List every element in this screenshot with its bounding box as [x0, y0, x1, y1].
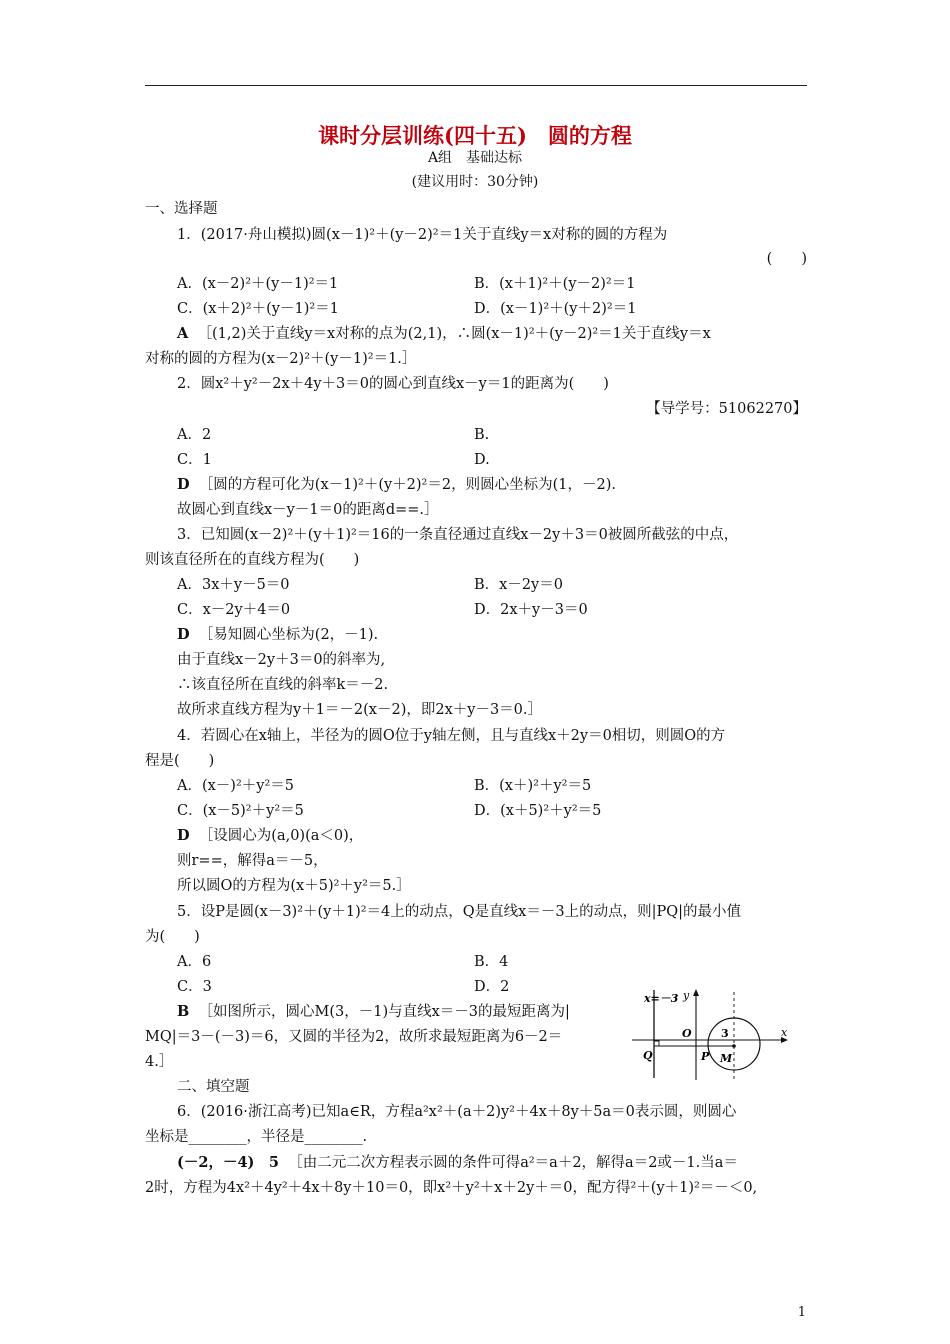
q4-solution-line2: 则r==，解得a＝－5， — [177, 853, 328, 869]
label-q: Q — [643, 1049, 653, 1062]
q1-answer: A — [177, 325, 189, 342]
q4-stem-line1: 4．若圆心在x轴上，半径为的圆O位于y轴左侧，且与直线x＋2y＝0相切，则圆O的方 — [177, 728, 726, 744]
q2-solution-line2: 故圆心到直线x－y－1＝0的距离d==.］ — [177, 502, 439, 518]
q6-stem-line1: 6．(2016·浙江高考)已知a∈R，方程a²x²＋(a＋2)y²＋4x＋8y＋5a＝0表示圆，则圆心 — [177, 1104, 737, 1120]
q3-solution-line3: ∴该直径所在直线的斜率k＝－2. — [177, 677, 389, 693]
q1-option-c: C．(x＋2)²＋(y－1)²＝1 — [177, 301, 339, 317]
q2-solution-line1 — [177, 475, 616, 495]
q5-option-a: A．6 — [177, 954, 212, 970]
label-o: O — [682, 1027, 692, 1040]
q3-solution-line1 — [177, 625, 378, 645]
q2-option-a: A．2 — [177, 427, 212, 443]
page-number: 1 — [797, 1305, 806, 1320]
q2-guide-number: 【导学号：51062270】 — [646, 401, 807, 417]
q3-option-d: D．2x＋y－3＝0 — [474, 602, 588, 618]
q1-stem: 1．(2017·舟山模拟)圆(x－1)²＋(y－2)²＝1关于直线y＝x对称的圆的方程为 — [177, 227, 668, 243]
label-m: M — [720, 1052, 733, 1065]
q6-answer: (－2，－4) 5 — [177, 1154, 279, 1171]
q1-solution-line2: 对称的圆的方程为(x－2)²＋(y－1)²＝1.］ — [145, 351, 417, 367]
q3-option-a: A．3x＋y－5＝0 — [177, 577, 290, 593]
q1-solution-text: ［(1,2)关于直线y＝x对称的点为(2,1)，∴圆(x－1)²＋(y－2)²＝1关于直线y＝x — [197, 326, 711, 342]
q4-option-b: B．(x＋)²＋y²＝5 — [474, 778, 592, 794]
q2-option-d: D. — [474, 452, 490, 468]
page-title: 课时分层训练(四十五) 圆的方程 — [318, 123, 632, 148]
q6-solution-text: ［由二元二次方程表示圆的条件可得a²＝a＋2，解得a＝2或－1.当a＝ — [288, 1155, 738, 1171]
circle-m — [708, 1018, 760, 1070]
label-x: x — [781, 1026, 788, 1039]
q3-solution-line2: 由于直线x－2y＋3＝0的斜率为, — [177, 652, 386, 668]
q5-option-b: B．4 — [474, 954, 509, 970]
right-angle-mark — [654, 1041, 659, 1046]
q2-solution-text: ［圆的方程可化为(x－1)²＋(y＋2)²＝2，则圆心坐标为(1，－2). — [198, 477, 616, 493]
q5-solution-line1 — [177, 1002, 570, 1022]
q1-option-d: D．(x－1)²＋(y＋2)²＝1 — [474, 301, 637, 317]
q5-answer: B — [177, 1003, 190, 1020]
label-line-eq: x=－3 — [644, 992, 679, 1005]
q5-option-d: D．2 — [474, 979, 510, 995]
q4-solution-line1 — [177, 826, 363, 846]
header-rule — [145, 85, 807, 86]
q3-stem-line1: 3．已知圆(x－2)²＋(y＋1)²＝16的一条直径通过直线x－2y＋3＝0被圆所截弦的中点， — [177, 527, 739, 543]
q4-solution-line3: 所以圆O的方程为(x＋5)²＋y²＝5.］ — [177, 878, 411, 894]
q2-answer: D — [177, 476, 190, 493]
q4-option-c: C．(x－5)²＋y²＝5 — [177, 803, 304, 819]
q3-answer: D — [177, 626, 190, 643]
q4-answer: D — [177, 827, 190, 844]
q2-option-c: C．1 — [177, 452, 212, 468]
q5-solution-line2: MQ|＝3－(－3)＝6，又圆的半径为2，故所求最短距离为6－2＝ — [145, 1029, 563, 1045]
q5-stem-line2: 为( ) — [145, 929, 200, 945]
q3-option-b: B．x－2y＝0 — [474, 577, 563, 593]
q5-solution-text: ［如图所示，圆心M(3，－1)与直线x＝－3的最短距离为| — [198, 1004, 570, 1020]
label-three: 3 — [721, 1027, 729, 1040]
q3-option-c: C．x－2y＋4＝0 — [177, 602, 291, 618]
q4-stem-line2: 程是( ) — [145, 753, 215, 769]
q6-solution-line1 — [177, 1153, 738, 1173]
q3-solution-line4: 故所求直线方程为y＋1＝－2(x－2)，即2x＋y－3＝0.］ — [177, 702, 543, 718]
q1-paren: ( ) — [766, 251, 807, 267]
q2-stem: 2．圆x²＋y²－2x＋4y＋3＝0的圆心到直线x－y＝1的距离为( ) — [177, 376, 609, 392]
q1-option-a: A．(x－2)²＋(y－1)²＝1 — [177, 276, 339, 292]
q4-option-d: D．(x＋5)²＋y²＝5 — [474, 803, 602, 819]
q5-solution-line3: 4.］ — [145, 1054, 174, 1070]
label-y: y — [683, 989, 690, 1002]
time-hint: (建议用时：30分钟) — [411, 174, 539, 190]
q5-stem-line1: 5．设P是圆(x－3)²＋(y＋1)²＝4上的动点，Q是直线x＝－3上的动点，则|PQ|的最小值 — [177, 904, 741, 920]
q5-figure — [630, 986, 795, 1082]
group-label: A组 基础达标 — [427, 150, 523, 166]
q6-solution-line2: 2时，方程为4x²＋4y²＋4x＋8y＋10＝0，即x²＋y²＋x＋2y＋＝0，配方得²＋(y＋1)²＝－＜0, — [145, 1180, 758, 1196]
q5-option-c: C．3 — [177, 979, 212, 995]
q6-stem-line2: 坐标是________，半径是________. — [145, 1129, 368, 1145]
q1-option-b: B．(x＋1)²＋(y－2)²＝1 — [474, 276, 636, 292]
q4-option-a: A．(x－)²＋y²＝5 — [177, 778, 295, 794]
q1-solution-line1 — [177, 324, 711, 344]
label-p: P — [701, 1050, 710, 1063]
q4-solution-text: ［设圆心为(a,0)(a＜0)， — [198, 828, 364, 844]
q2-option-b: B. — [474, 427, 490, 443]
section-heading-choice: 一、选择题 — [145, 201, 218, 217]
y-axis-arrow — [693, 989, 699, 996]
center-point-m — [732, 1044, 736, 1048]
q3-stem-line2: 则该直径所在的直线方程为( ) — [145, 552, 360, 568]
q3-solution-text: ［易知圆心坐标为(2，－1). — [198, 627, 379, 643]
section-heading-fill: 二、填空题 — [177, 1079, 250, 1095]
